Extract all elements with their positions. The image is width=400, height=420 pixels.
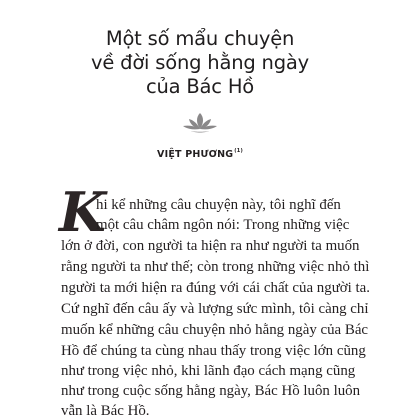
footnote-mark: (1) xyxy=(234,148,243,154)
body-line-10: như trong cuộc sống hằng ngày, Bác Hồ luôn luôn xyxy=(61,383,361,399)
author-byline xyxy=(0,148,400,160)
body-line-7: muốn kể những câu chuyện nhỏ hằng ngày của Bác xyxy=(61,322,369,338)
body-line-6: Cứ nghĩ đến câu ấy và lượng sức mình, tôi càng chỉ xyxy=(61,301,369,317)
body-line-8: Hồ để chúng ta cùng nhau thấy trong việc lớn cũng xyxy=(61,343,366,359)
title-line-2: về đời sống hằng ngày xyxy=(91,51,309,74)
body-line-3: lớn ở đời, con người ta hiện ra như người ta muốn xyxy=(61,238,360,254)
title-line-1: Một số mẩu chuyện xyxy=(105,27,295,50)
lotus-icon xyxy=(180,110,220,134)
drop-cap: K xyxy=(59,180,106,244)
title-line-3: của Bác Hồ xyxy=(145,75,255,98)
body-line-5: người ta mới hiện ra đúng với cái chất của người ta. xyxy=(61,280,370,296)
body-line-2: một câu châm ngôn nói: Trong những việc xyxy=(96,217,350,233)
author-name: VIỆT PHƯƠNG xyxy=(157,149,234,160)
body-line-9: như trong việc nhỏ, khi lãnh đạo cách mạng cũng xyxy=(61,363,356,379)
body-line-4: rằng người ta như thế; còn trong những việc nhỏ thì xyxy=(61,259,370,275)
chapter-title xyxy=(0,27,400,99)
body-line-1: hi kể những câu chuyện này, tôi nghĩ đến xyxy=(96,197,341,213)
body-line-11: vẫn là Bác Hồ. xyxy=(61,403,150,419)
